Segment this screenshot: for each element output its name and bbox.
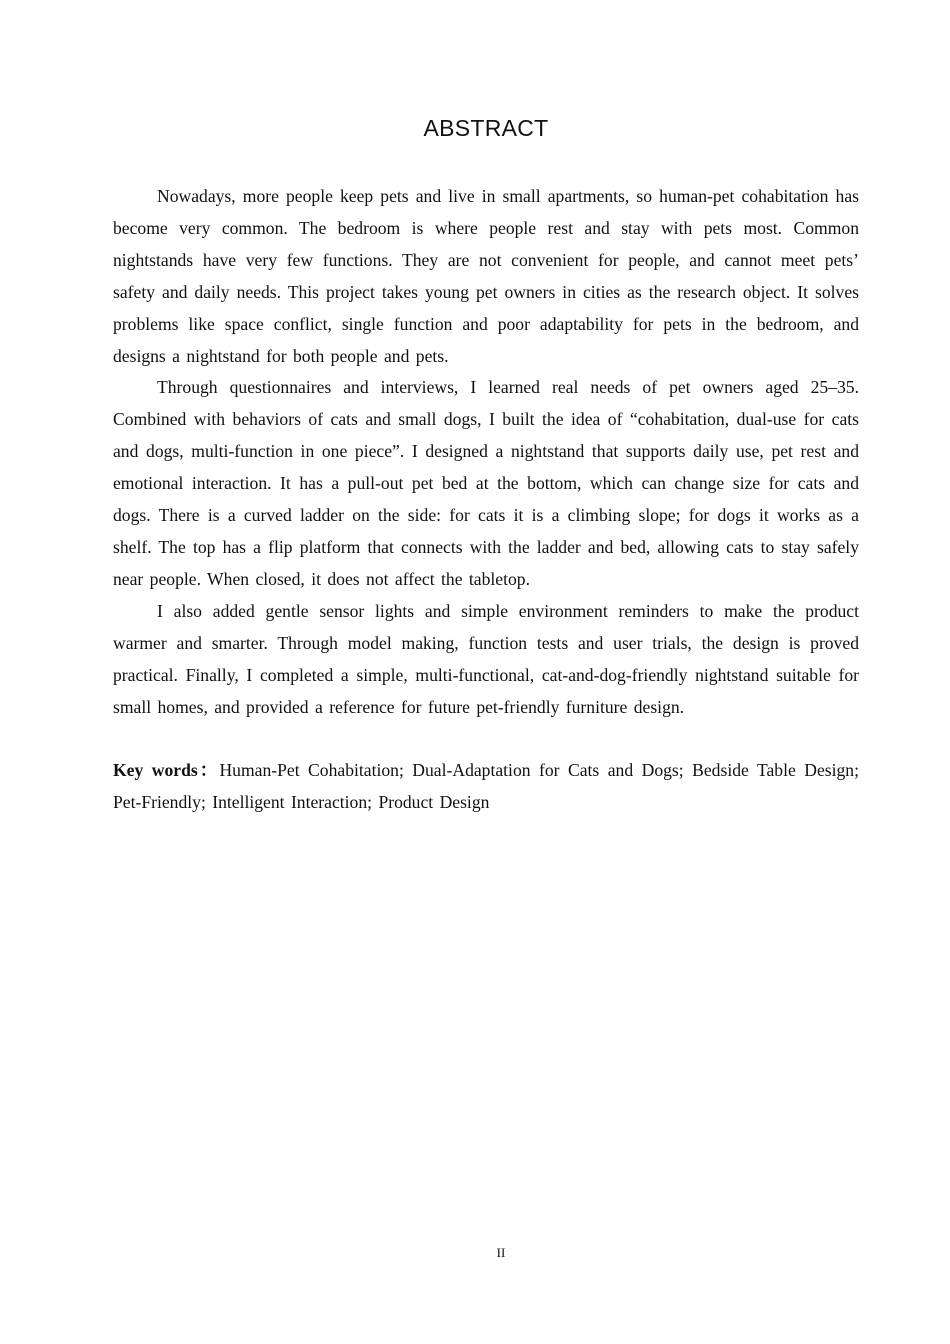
- page-number: II: [496, 1245, 506, 1260]
- abstract-paragraph-2: Through questionnaires and interviews, I learned real needs of pet owners aged 25–35. Combined with behaviors of cats and small dogs, I built the idea of “cohabitation, dual-use for cats and dogs, multi-function in one piece”. I designed a nightstand that supports daily use, pet rest and emotional interaction. It has a pull-out pet bed at the bottom, which can change size for cats and dogs. There is a curved ladder on the side: for cats it is a climbing slope; for dogs it works as a shelf. The top has a flip platform that connects with the ladder and bed, allowing cats to stay safely near people. When closed, it does not affect the tabletop.: [113, 377, 859, 589]
- abstract-paragraph-1: Nowadays, more people keep pets and live in small apartments, so human-pet cohabitation has become very common. The bedroom is where people rest and stay with pets most. Common nightstands have very few functions. They are not convenient for people, and cannot meet pets’ safety and daily needs. This project takes young pet owners in cities as the research object. It solves problems like space conflict, single function and poor adaptability for pets in the bedroom, and designs a nightstand for both people and pets.: [113, 186, 859, 366]
- abstract-paragraph-3: I also added gentle sensor lights and simple environment reminders to make the product warmer and smarter. Through model making, function tests and user trials, the design is proved practical. Finally, I completed a simple, multi-functional, cat-and-dog-friendly nightstand suitable for small homes, and provided a reference for future pet-friendly furniture design.: [113, 600, 859, 717]
- abstract-body: [113, 181, 859, 819]
- keywords-line: [113, 755, 859, 819]
- keywords-label: Key words：: [113, 760, 220, 781]
- keywords-text: Human-Pet Cohabitation; Dual-Adaptation for Cats and Dogs; Bedside Table Design; Pet-Friendly; Intelligent Interaction; Product Design: [113, 760, 859, 813]
- abstract-title: ABSTRACT: [423, 115, 549, 141]
